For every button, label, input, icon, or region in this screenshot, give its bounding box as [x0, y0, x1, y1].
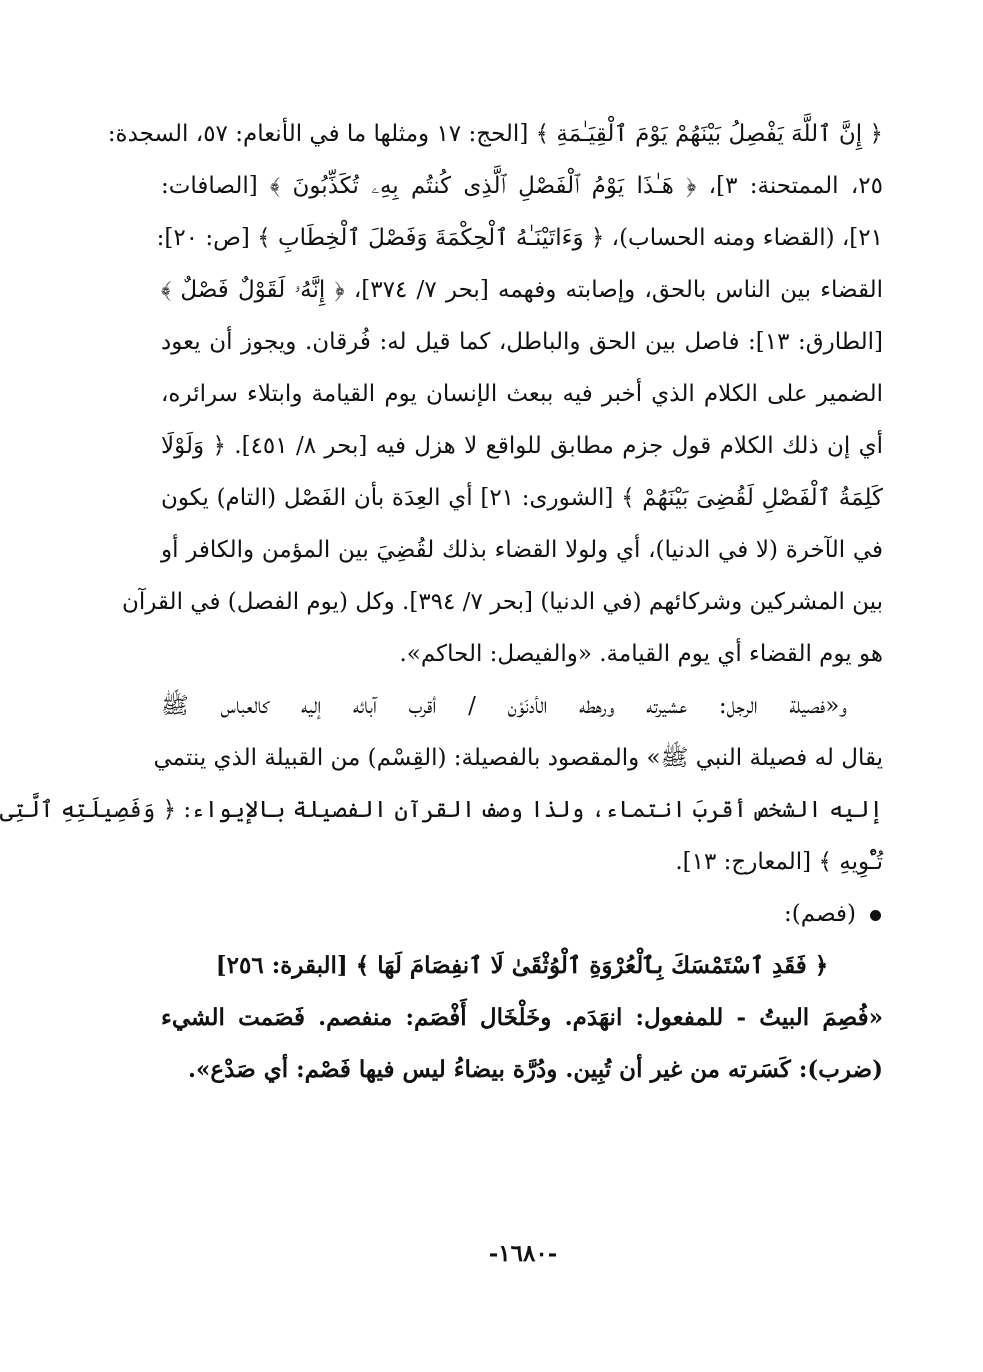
text-line: أي إن ذلك الكلام قول جزم مطابق للواقع لا هزل فيه [بحر ٨/ ٤٥١]. ﴿ وَلَوْلَا [161, 433, 883, 459]
text-line: (ضرب): كَسَرته من غير أن تُبِين. ودُرَّة بيضاءُ ليس فيها فَصْم: أي صَدْع». [188, 1056, 883, 1083]
paragraph-fasila [0, 680, 883, 888]
page-body [0, 108, 884, 1096]
bullet-icon [870, 910, 881, 921]
text-line: و«فصيلة الرجل: عشيرته ورهطه الأدنَوْن / أقرب آبائه إليه كالعباس ﷺ [161, 693, 847, 719]
text-line: في الآخرة (لا في الدنيا)، أي ولولا القضاء بذلك لقُضِيَ بين المؤمن والكافر أو [161, 537, 883, 563]
text-line: تُـْٔوِيهِ ﴾ [المعارج: ١٣]. [675, 849, 883, 875]
paragraph-fasl [107, 108, 884, 680]
section-heading-text: (فصم): [784, 901, 856, 927]
text-line: هو يوم القضاء أي يوم القيامة. «والفيصل: الحاكم». [399, 641, 883, 667]
text-line: يقال له فصيلة النبي ﷺ» والمقصود بالفصيلة: (القِسْم) من القبيلة الذي ينتمي [153, 745, 883, 771]
text-line: بين المشركين وشركائهم (في الدنيا) [بحر ٧/ ٣٩٤]. وكل (يوم الفصل) في القرآن [121, 589, 883, 615]
text-line: «فُصِمَ البيتُ - للمفعول: انهَدَم. وخَلْخَال أَفْصَم: منفصم. فَصَمت الشيء [161, 1004, 883, 1031]
section-fasm [161, 888, 883, 1096]
text-line: كَلِمَةُ ٱلْفَصْلِ لَقُضِىَ بَيْنَهُمْ ﴾ [الشورى: ٢١] أي العِدَة بأن الفَصْل (التام) يكون [161, 485, 884, 511]
text-line: [الطارق: ١٣]: فاصل بين الحق والباطل، كما قيل له: فُرقان. ويجوز أن يعود [161, 329, 883, 355]
text-line: إليه الشخص أقربَ انتماء، ولذا وصف القرآن الفصيلة بالإيواء: ﴿ وَفَصِيلَتِهِ ٱلَّتِى [0, 797, 883, 823]
text-line: ٢١]، (القضاء ومنه الحساب)، ﴿ وَءَاتَيْنَـٰهُ ٱلْحِكْمَةَ وَفَصْلَ ٱلْخِطَابِ ﴾ [ص: ٢٠]: [156, 225, 883, 251]
section-heading [161, 888, 883, 940]
text-line: الضمير على الكلام الذي أخبر فيه ببعث الإنسان يوم القيامة وابتلاء سرائره، [161, 381, 883, 407]
text-line: القضاء بين الناس بالحق، وإصابته وفهمه [بحر ٧/ ٣٧٤]، ﴿ إِنَّهُۥ لَقَوْلٌ فَصْلٌ ﴾ [161, 277, 884, 303]
page-number: -١٦٨٠- [488, 1240, 558, 1267]
text-line: ٢٥، الممتحنة: ٣]، ﴿ هَـٰذَا يَوْمُ ٱلْفَصْلِ ٱلَّذِى كُنتُم بِهِۦ تُكَذِّبُونَ ﴾ [الصافات: [161, 173, 883, 199]
text-line: ﴿ إِنَّ ٱللَّهَ يَفْصِلُ بَيْنَهُمْ يَوْمَ ٱلْقِيَـٰمَةِ ﴾ [الحج: ١٧ ومثلها ما في الأنعام: ٥٧، السجدة: [107, 121, 883, 147]
quran-verse: ﴿ فَقَدِ ٱسْتَمْسَكَ بِٱلْعُرْوَةِ ٱلْوُثْقَىٰ لَا ٱنفِصَامَ لَهَا ﴾ [البقرة: ٢٥٦] [215, 952, 829, 979]
